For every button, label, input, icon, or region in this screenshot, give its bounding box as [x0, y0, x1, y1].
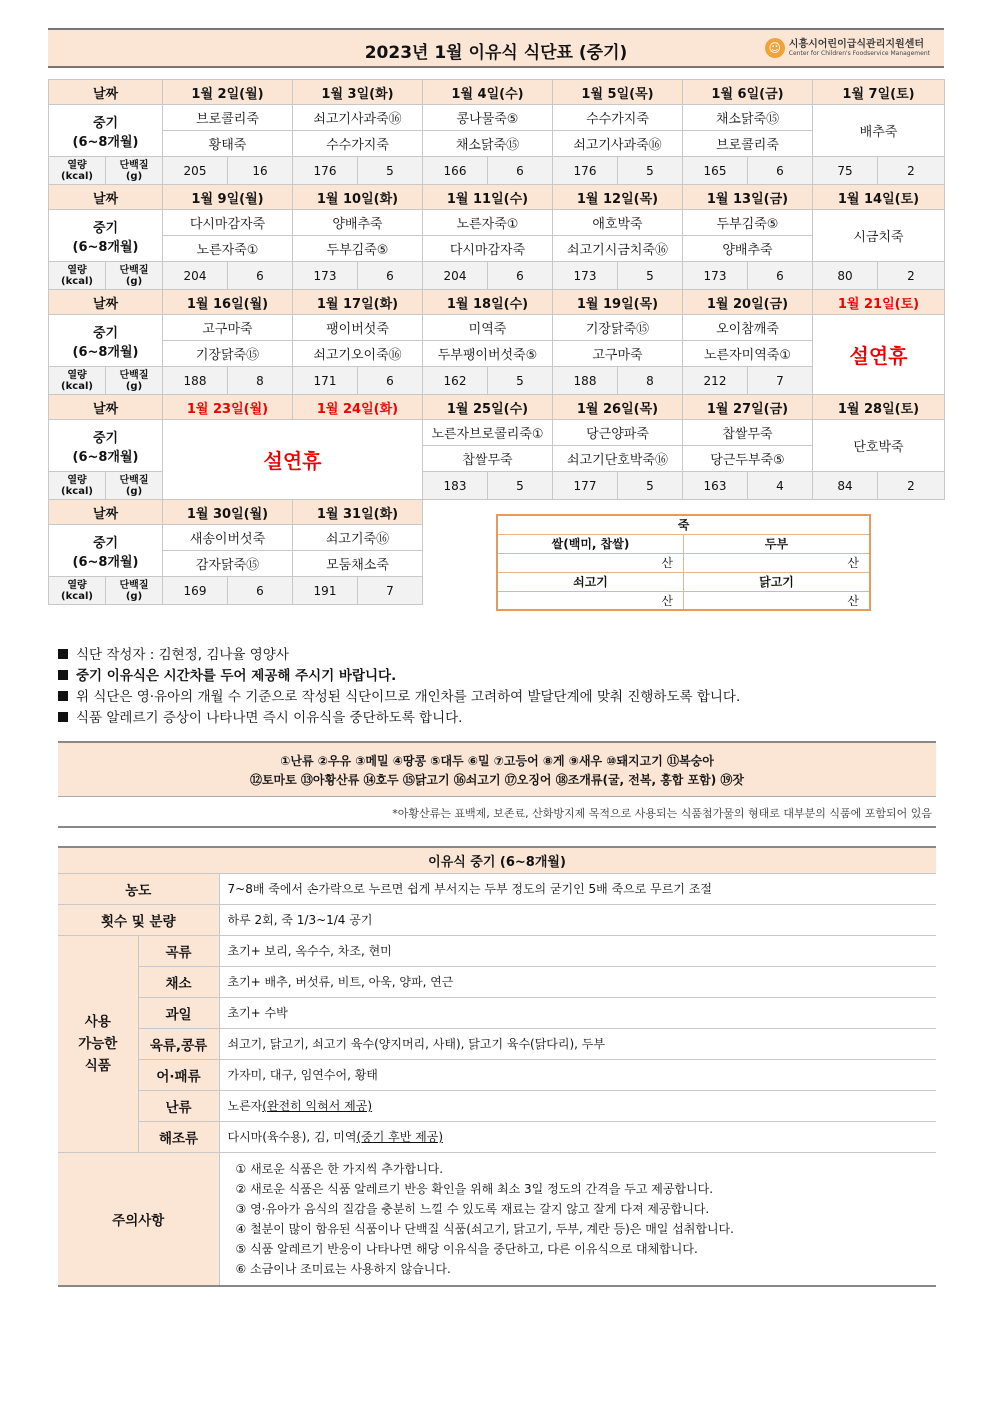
menu-item: 채소닭죽⑮ — [683, 105, 813, 131]
menu-item: 채소닭죽⑮ — [423, 131, 553, 157]
menu-item: 쇠고기사과죽⑯ — [293, 105, 423, 131]
guide-value: 노른자(완전히 익혀서 제공) — [219, 1090, 936, 1121]
caution-item: ③ 영·유아가 음식의 질감을 충분히 느낄 수 있도록 재료는 갈지 않고 잘게 다져 제공합니다. — [235, 1201, 710, 1216]
date-row — [49, 290, 945, 315]
menu-item: 미역죽 — [423, 315, 553, 341]
menu-item: 브로콜리죽 — [163, 105, 293, 131]
protein-value: 2 — [878, 262, 945, 290]
menu-item: 쇠고기시금치죽⑯ — [553, 236, 683, 262]
logo-icon: ☺ — [765, 38, 785, 58]
menu-item-saturday: 시금치죽 — [813, 210, 945, 262]
logo-name-ko: 시흥시어린이급식관리지원센터 — [788, 38, 925, 50]
square-bullet-icon — [58, 649, 68, 659]
date-row — [49, 185, 945, 210]
menu-item: 노른자브로콜리죽① — [423, 420, 553, 446]
date-row — [49, 395, 945, 420]
protein-value: 6 — [358, 262, 423, 290]
guide-sublabel: 해조류 — [138, 1121, 219, 1152]
menu-item: 두부김죽⑤ — [683, 210, 813, 236]
guide-sublabel: 과일 — [138, 997, 219, 1028]
origin-chicken-label: 닭고기 — [684, 572, 871, 591]
date-cell: 1월 14일(토) — [813, 185, 945, 210]
menu-item: 쇠고기사과죽⑯ — [553, 131, 683, 157]
origin-value: 산 — [684, 591, 871, 610]
protein-label: 단백질 (g) — [106, 472, 163, 500]
menu-item: 고구마죽 — [553, 341, 683, 367]
origin-rice-label: 쌀(백미, 찹쌀) — [497, 534, 684, 553]
menu-item: 쇠고기단호박죽⑯ — [553, 446, 683, 472]
menu-item: 노른자죽① — [423, 210, 553, 236]
guide-title: 이유식 중기 (6~8개월) — [58, 847, 936, 873]
note-item: 식품 알레르기 증상이 나타나면 즉시 이유식을 중단하도록 합니다. — [58, 708, 740, 729]
origin-tofu-label: 두부 — [684, 534, 871, 553]
date-label: 날짜 — [49, 290, 163, 315]
kcal-label: 열량 (kcal) — [49, 577, 106, 605]
caution-item: ④ 철분이 많이 함유된 식품이나 단백질 식품(쇠고기, 닭고기, 두부, 계란 등)은 매일 섭취합니다. — [235, 1221, 734, 1236]
stage-label: 중기 (6~8개월) — [49, 105, 163, 157]
menu-item: 콩나물죽⑤ — [423, 105, 553, 131]
date-cell: 1월 4일(수) — [423, 80, 553, 105]
kcal-value: 171 — [293, 367, 358, 395]
guide-sublabel: 어·패류 — [138, 1059, 219, 1090]
guide-table — [58, 846, 936, 1287]
protein-value: 8 — [228, 367, 293, 395]
protein-label: 단백질 (g) — [106, 367, 163, 395]
protein-value: 6 — [228, 262, 293, 290]
kcal-value: 173 — [683, 262, 748, 290]
menu-item: 당근양파죽 — [553, 420, 683, 446]
menu-row — [49, 341, 945, 367]
menu-item-saturday: 단호박죽 — [813, 420, 945, 472]
protein-value: 6 — [228, 577, 293, 605]
guide-value: 초기+ 배추, 버섯류, 비트, 아욱, 양파, 연근 — [219, 966, 936, 997]
date-cell: 1월 12일(목) — [553, 185, 683, 210]
square-bullet-icon — [58, 670, 68, 680]
holiday-label: 설연휴 — [813, 315, 945, 395]
menu-item: 양배추죽 — [293, 210, 423, 236]
protein-value: 7 — [748, 367, 813, 395]
date-cell: 1월 9일(월) — [163, 185, 293, 210]
menu-item: 팽이버섯죽 — [293, 315, 423, 341]
logo-name-en: Center for Children's Foodservice Management — [788, 49, 930, 57]
holiday-label: 설연휴 — [163, 420, 423, 500]
date-cell: 1월 16일(월) — [163, 290, 293, 315]
protein-value: 5 — [488, 367, 553, 395]
date-cell: 1월 2일(월) — [163, 80, 293, 105]
date-label: 날짜 — [49, 500, 163, 525]
origin-beef-label: 쇠고기 — [497, 572, 684, 591]
protein-value: 6 — [748, 262, 813, 290]
square-bullet-icon — [58, 691, 68, 701]
logo — [765, 38, 930, 58]
date-label: 날짜 — [49, 80, 163, 105]
protein-value: 4 — [748, 472, 813, 500]
nutrition-row — [49, 367, 945, 395]
protein-value: 6 — [488, 157, 553, 185]
origin-value: 산 — [497, 591, 684, 610]
notes — [58, 645, 740, 729]
date-cell: 1월 11일(수) — [423, 185, 553, 210]
menu-item: 모둠채소죽 — [293, 551, 423, 577]
kcal-value: 176 — [293, 157, 358, 185]
caution-item: ⑤ 식품 알레르기 반응이 나타나면 해당 이유식을 중단하고, 다른 이유식으로 대체합니다. — [235, 1241, 698, 1256]
guide-label: 농도 — [58, 873, 219, 904]
kcal-value: 204 — [423, 262, 488, 290]
guide-sublabel: 채소 — [138, 966, 219, 997]
origin-title: 죽 — [497, 515, 870, 534]
caution-item: ⑥ 소금이나 조미료는 사용하지 않습니다. — [235, 1261, 451, 1276]
protein-value: 5 — [618, 157, 683, 185]
page-title: 2023년 1월 이유식 식단표 (중기) — [364, 43, 628, 63]
date-cell: 1월 7일(토) — [813, 80, 945, 105]
caution-list — [219, 1152, 936, 1286]
kcal-value: 183 — [423, 472, 488, 500]
protein-value: 5 — [488, 472, 553, 500]
kcal-value: 173 — [553, 262, 618, 290]
protein-label: 단백질 (g) — [106, 577, 163, 605]
menu-item: 기장닭죽⑮ — [163, 341, 293, 367]
date-cell: 1월 10일(화) — [293, 185, 423, 210]
kcal-value: 173 — [293, 262, 358, 290]
date-cell: 1월 31일(화) — [293, 500, 423, 525]
date-cell: 1월 13일(금) — [683, 185, 813, 210]
guide-value: 하루 2회, 죽 1/3~1/4 공기 — [219, 904, 936, 935]
allergen-box — [58, 741, 936, 828]
menu-row — [49, 131, 945, 157]
menu-item: 두부김죽⑤ — [293, 236, 423, 262]
protein-value: 6 — [488, 262, 553, 290]
menu-item: 쇠고기오이죽⑯ — [293, 341, 423, 367]
origin-value: 산 — [684, 553, 871, 572]
protein-label: 단백질 (g) — [106, 157, 163, 185]
kcal-value: 169 — [163, 577, 228, 605]
date-cell: 1월 26일(목) — [553, 395, 683, 420]
protein-value: 16 — [228, 157, 293, 185]
guide-label-foods: 사용 가능한 식품 — [58, 935, 138, 1152]
guide-sublabel: 곡류 — [138, 935, 219, 966]
kcal-value: 188 — [163, 367, 228, 395]
menu-row — [49, 315, 945, 341]
menu-item: 수수가지죽 — [293, 131, 423, 157]
caution-item: ① 새로운 식품은 한 가지씩 추가합니다. — [235, 1161, 444, 1176]
date-cell: 1월 20일(금) — [683, 290, 813, 315]
menu-item: 애호박죽 — [553, 210, 683, 236]
menu-item: 브로콜리죽 — [683, 131, 813, 157]
protein-value: 6 — [358, 367, 423, 395]
date-cell: 1월 19일(목) — [553, 290, 683, 315]
menu-item: 찹쌀무죽 — [683, 420, 813, 446]
nutrition-row — [49, 157, 945, 185]
menu-item: 쇠고기죽⑯ — [293, 525, 423, 551]
menu-item: 노른자죽① — [163, 236, 293, 262]
kcal-value: 163 — [683, 472, 748, 500]
note-item: 식단 작성자 : 김현정, 김나율 영양사 — [58, 645, 740, 666]
menu-item-saturday: 배추죽 — [813, 105, 945, 157]
protein-value: 8 — [618, 367, 683, 395]
menu-row — [49, 420, 945, 446]
kcal-value: 162 — [423, 367, 488, 395]
protein-label: 단백질 (g) — [106, 262, 163, 290]
origin-value: 산 — [497, 553, 684, 572]
caution-item: ② 새로운 식품은 식품 알레르기 반응 확인을 위해 최소 3일 정도의 간격을 두고 제공합니다. — [235, 1181, 714, 1196]
kcal-value: 165 — [683, 157, 748, 185]
kcal-label: 열량 (kcal) — [49, 262, 106, 290]
menu-item: 다시마감자죽 — [163, 210, 293, 236]
kcal-label: 열량 (kcal) — [49, 157, 106, 185]
date-cell: 1월 28일(토) — [813, 395, 945, 420]
protein-value: 5 — [358, 157, 423, 185]
menu-item: 황태죽 — [163, 131, 293, 157]
allergen-note: *아황산류는 표백제, 보존료, 산화방지제 목적으로 사용되는 식품첨가물의 형태로 대부분의 식품에 포함되어 있음 — [58, 797, 936, 828]
date-cell: 1월 6일(금) — [683, 80, 813, 105]
menu-item: 찹쌀무죽 — [423, 446, 553, 472]
date-cell: 1월 17일(화) — [293, 290, 423, 315]
guide-sublabel: 육류,콩류 — [138, 1028, 219, 1059]
kcal-value: 212 — [683, 367, 748, 395]
kcal-value: 204 — [163, 262, 228, 290]
kcal-value: 166 — [423, 157, 488, 185]
nutrition-row — [49, 262, 945, 290]
origin-table — [496, 514, 871, 611]
kcal-value: 84 — [813, 472, 878, 500]
guide-label: 횟수 및 분량 — [58, 904, 219, 935]
date-cell: 1월 27일(금) — [683, 395, 813, 420]
guide-sublabel: 난류 — [138, 1090, 219, 1121]
date-row — [49, 80, 945, 105]
menu-item: 노른자미역죽① — [683, 341, 813, 367]
menu-row — [49, 236, 945, 262]
protein-value: 5 — [618, 262, 683, 290]
date-label: 날짜 — [49, 185, 163, 210]
stage-label: 중기 (6~8개월) — [49, 525, 163, 577]
note-item: 위 식단은 영·유아의 개월 수 기준으로 작성된 식단이므로 개인차를 고려하여 발달단계에 맞춰 진행하도록 합니다. — [58, 687, 740, 708]
allergen-list: ①난류 ②우유 ③메밀 ④땅콩 ⑤대두 ⑥밀 ⑦고등어 ⑧게 ⑨새우 ⑩돼지고기 ⑪복숭아 ⑫토마토 ⑬아황산류 ⑭호두 ⑮닭고기 ⑯쇠고기 ⑰오징어 ⑱조개류(굴, 전복, 홍합 포함) ⑲잣 — [58, 741, 936, 797]
guide-label: 주의사항 — [58, 1152, 219, 1286]
kcal-label: 열량 (kcal) — [49, 472, 106, 500]
date-cell-holiday: 1월 23일(월) — [163, 395, 293, 420]
kcal-value: 80 — [813, 262, 878, 290]
menu-row — [49, 210, 945, 236]
guide-value: 초기+ 수박 — [219, 997, 936, 1028]
menu-item: 오이참깨죽 — [683, 315, 813, 341]
protein-value: 6 — [748, 157, 813, 185]
guide-value: 7~8배 죽에서 손가락으로 누르면 쉽게 부서지는 두부 정도의 굳기인 5배 죽으로 무르기 조절 — [219, 873, 936, 904]
kcal-value: 191 — [293, 577, 358, 605]
menu-row — [49, 105, 945, 131]
kcal-label: 열량 (kcal) — [49, 367, 106, 395]
date-cell-holiday: 1월 24일(화) — [293, 395, 423, 420]
guide-value: 초기+ 보리, 옥수수, 차조, 현미 — [219, 935, 936, 966]
date-cell: 1월 5일(목) — [553, 80, 683, 105]
date-cell-holiday: 1월 21일(토) — [813, 290, 945, 315]
note-item: 중기 이유식은 시간차를 두어 제공해 주시기 바랍니다. — [58, 666, 740, 687]
menu-item: 기장닭죽⑮ — [553, 315, 683, 341]
stage-label: 중기 (6~8개월) — [49, 420, 163, 472]
protein-value: 2 — [878, 472, 945, 500]
square-bullet-icon — [58, 712, 68, 722]
date-cell: 1월 30일(월) — [163, 500, 293, 525]
kcal-value: 177 — [553, 472, 618, 500]
kcal-value: 205 — [163, 157, 228, 185]
date-label: 날짜 — [49, 395, 163, 420]
menu-item: 수수가지죽 — [553, 105, 683, 131]
date-cell: 1월 3일(화) — [293, 80, 423, 105]
protein-value: 7 — [358, 577, 423, 605]
kcal-value: 75 — [813, 157, 878, 185]
protein-value: 2 — [878, 157, 945, 185]
menu-item: 새송이버섯죽 — [163, 525, 293, 551]
stage-label: 중기 (6~8개월) — [49, 210, 163, 262]
menu-item: 양배추죽 — [683, 236, 813, 262]
kcal-value: 176 — [553, 157, 618, 185]
menu-item: 당근두부죽⑤ — [683, 446, 813, 472]
date-cell: 1월 18일(수) — [423, 290, 553, 315]
protein-value: 5 — [618, 472, 683, 500]
menu-item: 고구마죽 — [163, 315, 293, 341]
menu-item: 두부팽이버섯죽⑤ — [423, 341, 553, 367]
date-cell: 1월 25일(수) — [423, 395, 553, 420]
guide-value: 쇠고기, 닭고기, 쇠고기 육수(양지머리, 사태), 닭고기 육수(닭다리), 두부 — [219, 1028, 936, 1059]
guide-value: 가자미, 대구, 임연수어, 황태 — [219, 1059, 936, 1090]
kcal-value: 188 — [553, 367, 618, 395]
guide-value: 다시마(육수용), 김, 미역(중기 후반 제공) — [219, 1121, 936, 1152]
menu-item: 감자닭죽⑮ — [163, 551, 293, 577]
title-bar — [48, 28, 944, 68]
menu-item: 다시마감자죽 — [423, 236, 553, 262]
stage-label: 중기 (6~8개월) — [49, 315, 163, 367]
